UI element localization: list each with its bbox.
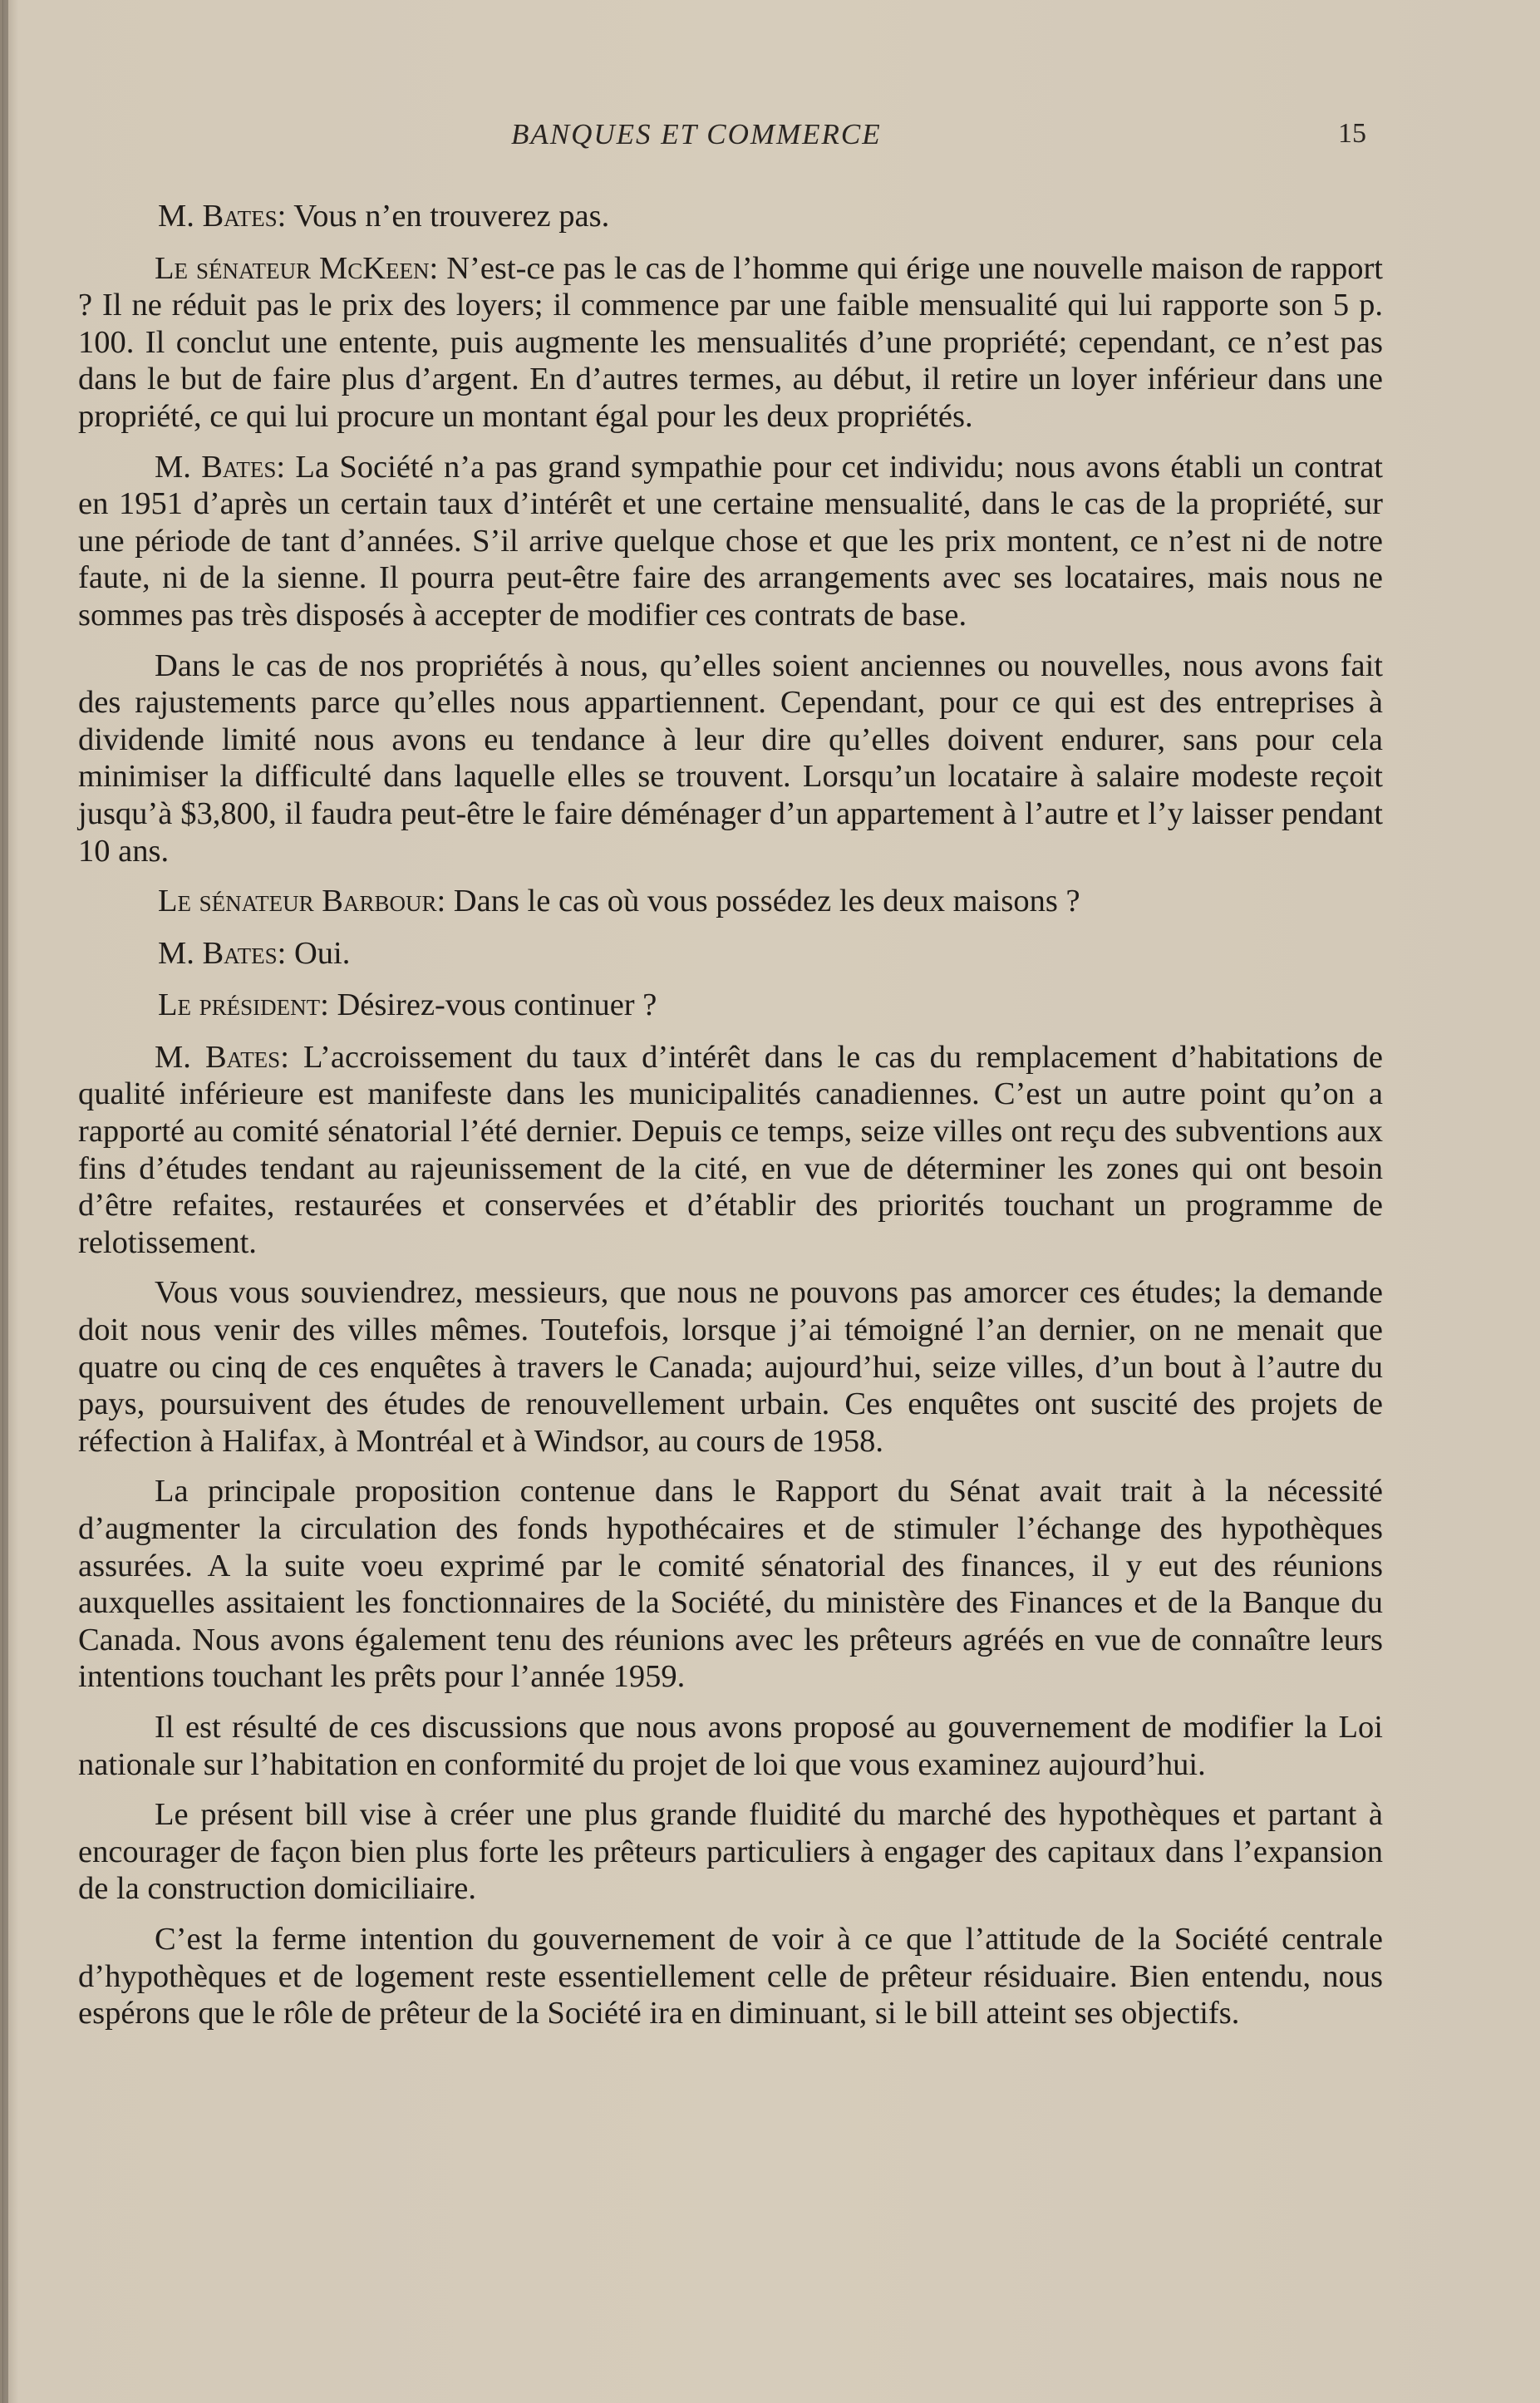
speaker-label: M. Bates: — [155, 1039, 289, 1075]
paragraph-9 — [78, 1274, 1383, 1460]
paragraph-8 — [78, 1039, 1383, 1262]
running-title: BANQUES ET COMMERCE — [511, 118, 882, 150]
paragraph-text: N’est-ce pas le cas de l’homme qui érige une nouvelle maison de rapport ? Il ne réduit pas le prix des loyers; il commence par une faible mensualité qui lui rapporte son 5 p. 100. Il conclut une entente, puis augmente les mensualités d’une propriété; cependant, ce n’est pas dans le but de faire plus d’argent. En d’autres termes, au début, il retire un loyer inférieur dans une propriété, ce qui lui procure un montant égal pour les deux propriétés. — [78, 250, 1384, 434]
paragraph-6 — [78, 935, 1383, 973]
paragraph-10 — [78, 1473, 1383, 1696]
paragraph-2 — [78, 250, 1383, 436]
speaker-label: Le sénateur Barbour: — [158, 884, 446, 919]
paragraph-5 — [78, 883, 1383, 920]
document-body — [78, 198, 1383, 2046]
paragraph-11 — [78, 1709, 1383, 1783]
paragraph-text: Vous vous souviendrez, messieurs, que nous ne pouvons pas amorcer ces études; la demande doit nous venir des villes mêmes. Toutefois, lorsque j’ai témoigné l’an dernier, on ne menait que quatre ou cinq de ces enquêtes à travers le Canada; aujourd’hui, seize villes, d’un bout à l’autre du pays, poursuivent des études de renouvellement urbain. Ces enquêtes ont suscité des projets de réfection à Halifax, à Montréal et à Windsor, au cours de 1958. — [78, 1275, 1383, 1459]
paragraph-text: L’accroissement du taux d’intérêt dans le cas du remplacement d’habitations de qualité inférieure est manifeste dans les municipalités canadiennes. C’est un autre point qu’on a rapporté au comité sénatorial l’été dernier. Depuis ce temps, seize villes ont reçu des subventions aux fins d’études tendant au rajeunissement de la cité, en vue de déterminer les zones qui ont besoin d’être refaites, restaurées et conservées et d’établir des priorités touchant un programme de relotissement. — [78, 1039, 1383, 1260]
speaker-label: M. Bates: — [155, 449, 286, 485]
paragraph-text: Oui. — [286, 935, 351, 971]
speaker-label: Le sénateur McKeen: — [155, 250, 439, 286]
paragraph-text: Le présent bill vise à créer une plus grande fluidité du marché des hypothèques et partant à encourager de façon bien plus forte les prêteurs particuliers à engager des capitaux dans l’expansion de la construction domiciliaire. — [78, 1797, 1383, 1907]
paragraph-text: Vous n’en trouverez pas. — [286, 199, 610, 234]
paragraph-text: La Société n’a pas grand sympathie pour cet individu; nous avons établi un contrat en 1951 d’après un certain taux d’intérêt et une certaine mensualité, dans le cas de la propriété, sur une période de tant d’années. S’il arrive quelque chose et que les prix montent, ce n’est ni de notre faute, ni de la sienne. Il pourra peut-être faire des arrangements avec ses locataires, mais nous ne sommes pas très disposés à accepter de modifier ces contrats de base. — [78, 449, 1383, 633]
paragraph-4 — [78, 648, 1383, 870]
paragraph-text: Il est résulté de ces discussions que nous avons proposé au gouvernement de modifier la Loi nationale sur l’habitation en conformité du projet de loi que vous examinez aujourd’hui. — [78, 1709, 1383, 1782]
paragraph-7 — [78, 987, 1383, 1024]
speaker-label: M. Bates: — [158, 935, 287, 971]
speaker-label: M. Bates: — [158, 199, 287, 234]
paragraph-3 — [78, 449, 1383, 634]
paragraph-text: La principale proposition contenue dans le Rapport du Sénat avait trait à la nécessité d’augmenter la circulation des fonds hypothécaires et de stimuler l’échange des hypothèques assurées. A la suite voeu exprimé par le comité sénatorial des finances, il y eut des réunions auxquelles assitaient les fonctionnaires de la Société, du ministère des Finances et de la Banque du Canada. Nous avons également tenu des réunions avec les prêteurs agréés en vue de connaître leurs intentions touchant les prêts pour l’année 1959. — [78, 1474, 1383, 1695]
page-number: 15 — [1338, 118, 1366, 149]
paragraph-12 — [78, 1796, 1383, 1908]
paragraph-text: Dans le cas où vous possédez les deux maisons ? — [445, 884, 1080, 919]
page-header — [0, 118, 1540, 160]
paragraph-text: C’est la ferme intention du gouvernement de voir à ce que l’attitude de la Société centrale d’hypothèques et de logement reste essentiellement celle de prêteur résiduaire. Bien entendu, nous espérons que le rôle de prêteur de la Société ira en diminuant, si le bill atteint ses objectifs. — [78, 1921, 1383, 2031]
paragraph-text: Dans le cas de nos propriétés à nous, qu’elles soient anciennes ou nouvelles, nous avons fait des rajustements parce qu’elles nous appartiennent. Cependant, pour ce qui est des entreprises à dividende limité nous avons eu tendance à leur dire qu’elles doivent endurer, sans pour cela minimiser la difficulté dans laquelle elles se trouvent. Lorsqu’un locataire à salaire modeste reçoit jusqu’à $3,800, il faudra peut-être le faire déménager d’un appartement à l’autre et l’y laisser pendant 10 ans. — [78, 648, 1383, 869]
binding-edge — [2, 0, 8, 2403]
paragraph-1 — [78, 198, 1383, 235]
paragraph-text: Désirez-vous continuer ? — [328, 987, 657, 1023]
speaker-label: Le président: — [158, 987, 329, 1023]
paragraph-13 — [78, 1921, 1383, 2032]
